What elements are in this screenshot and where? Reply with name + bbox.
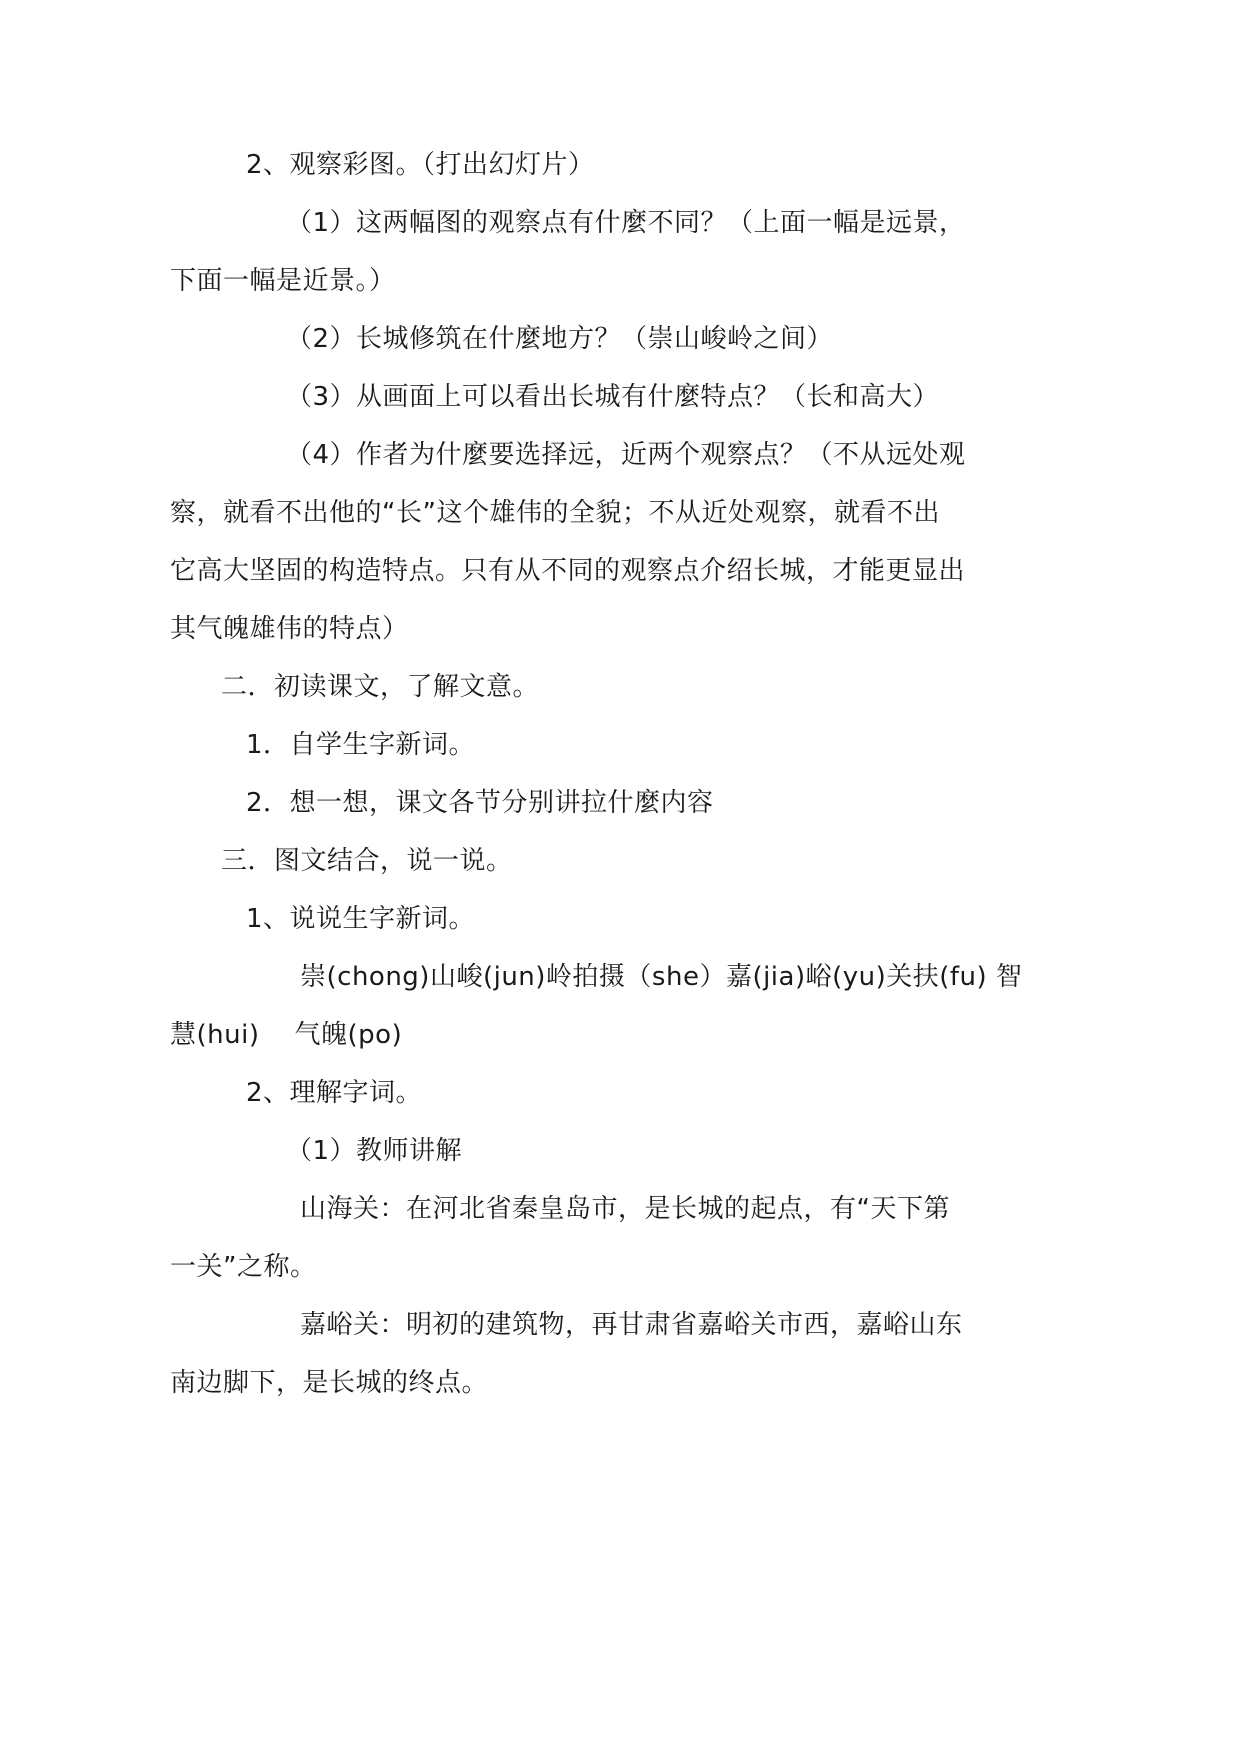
section-3-item-2: 2、理解字词。 [246,1078,423,1108]
section-2-item-1: 1．自学生字新词。 [246,730,476,760]
question-4-line-1: （4）作者为什麼要选择远，近两个观察点？（不从远处观 [286,440,966,470]
shanhaiguan-line-2: 一关”之称。 [170,1252,317,1282]
jiayuguan-line-1: 嘉峪关：明初的建筑物，再甘肃省嘉峪关市西，嘉峪山东 [300,1310,963,1340]
question-1-line-2: 下面一幅是近景。） [170,266,396,296]
section-3-item-1: 1、说说生字新词。 [246,904,476,934]
vocabulary-line-2: 慧(hui) 气魄(po) [170,1020,403,1050]
section-item-observe-pictures: 2、观察彩图。（打出幻灯片） [246,150,595,180]
section-heading-2: 二．初读课文，了解文意。 [221,672,540,702]
shanhaiguan-line-1: 山海关：在河北省秦皇岛市，是长城的起点，有“天下第 [300,1194,950,1224]
question-4-line-2: 察，就看不出他的“长”这个雄伟的全貌；不从近处观察，就看不出 [170,498,940,528]
question-4-line-3: 它高大坚固的构造特点。只有从不同的观察点介绍长城，才能更显出 [170,556,966,586]
question-2: （2）长城修筑在什麼地方？（崇山峻岭之间） [286,324,834,354]
question-3: （3）从画面上可以看出长城有什麼特点？（长和高大） [286,382,940,412]
jiayuguan-line-2: 南边脚下，是长城的终点。 [170,1368,489,1398]
section-2-item-2: 2．想一想，课文各节分别讲拉什麼内容 [246,788,714,818]
question-4-line-4: 其气魄雄伟的特点） [170,614,409,644]
question-1-line-1: （1）这两幅图的观察点有什麼不同？（上面一幅是远景， [286,208,966,238]
section-heading-3: 三．图文结合，说一说。 [221,846,513,876]
teacher-explanation-heading: （1）教师讲解 [286,1136,463,1166]
vocabulary-line-1: 崇(chong)山峻(jun)岭拍摄（she）嘉(jia)峪(yu)关扶(fu) 智 [300,962,1023,992]
